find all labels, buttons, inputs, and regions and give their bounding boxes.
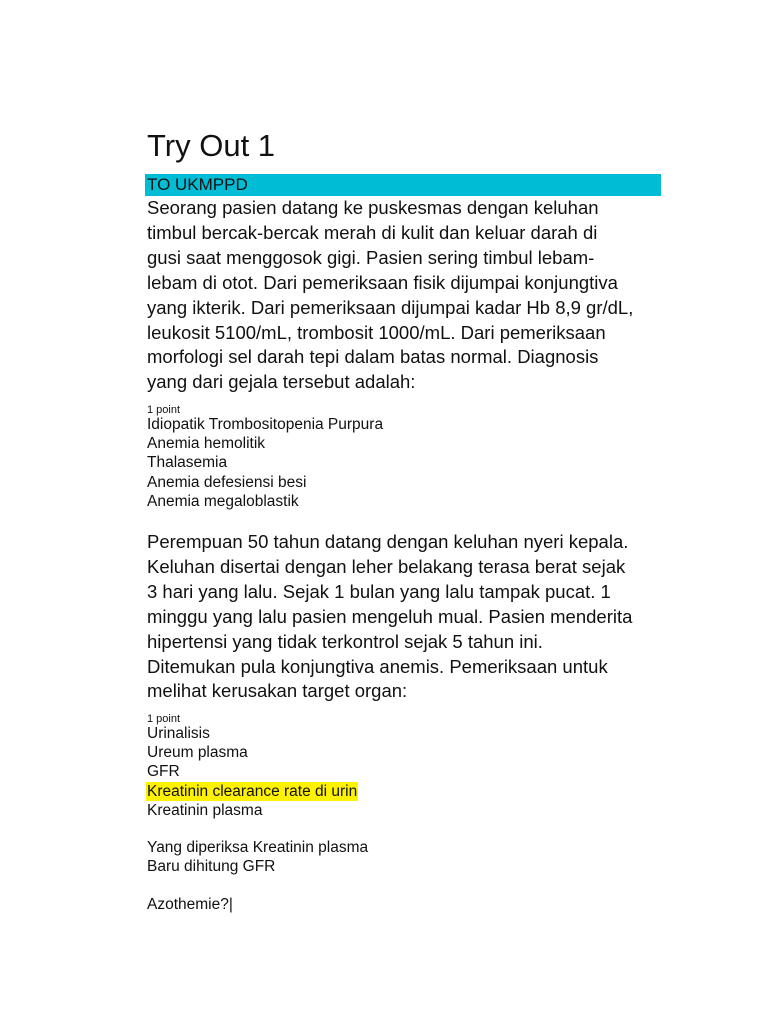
question-1-points: 1 point — [147, 404, 181, 416]
question-2-points: 1 point — [147, 713, 181, 725]
question-1-text — [147, 196, 667, 395]
question-line: leukosit 5100/mL, trombosit 1000/mL. Dari pemeriksaan — [147, 321, 606, 343]
question-line: yang ikterik. Dari pemeriksaan dijumpai kadar Hb 8,9 gr/dL, — [147, 296, 634, 318]
highlighted-answer: Kreatinin clearance rate di urin — [147, 782, 358, 800]
trailing-note: Azothemie?| — [147, 896, 233, 913]
question-line: Keluhan disertai dengan leher belakang terasa berat sejak — [147, 555, 626, 577]
answer-option: Anemia hemolitik — [147, 435, 266, 453]
question-1-options — [147, 415, 383, 511]
answer-option: Anemia defesiensi besi — [147, 473, 307, 491]
question-line: 3 hari yang lalu. Sejak 1 bulan yang lalu tampak pucat. 1 — [147, 580, 611, 602]
answer-option: Thalasemia — [147, 454, 228, 472]
question-line: hipertensi yang tidak terkontrol sejak 5 tahun ini. — [147, 630, 543, 652]
question-line: timbul bercak-bercak merah di kulit dan keluar darah di — [147, 221, 598, 243]
answer-option: Ureum plasma — [147, 744, 248, 762]
question-line: morfologi sel darah tepi dalam batas normal. Diagnosis — [147, 346, 599, 368]
notes — [147, 838, 368, 876]
question-line: minggu yang lalu pasien mengeluh mual. Pasien menderita — [147, 605, 633, 627]
question-line: melihat kerusakan target organ: — [147, 680, 408, 702]
page-title: Try Out 1 — [147, 128, 276, 163]
answer-option: GFR — [147, 763, 180, 781]
question-2-text — [147, 530, 667, 704]
question-line: Ditemukan pula konjungtiva anemis. Pemeriksaan untuk — [147, 655, 608, 677]
answer-option: Urinalisis — [147, 725, 210, 742]
answer-option: Kreatinin plasma — [147, 801, 263, 819]
answer-option-highlighted — [147, 782, 358, 801]
question-line: yang dari gejala tersebut adalah: — [147, 371, 416, 393]
question-line: lebam di otot. Dari pemeriksaan fisik dijumpai konjungtiva — [147, 271, 618, 293]
note-line: Baru dihitung GFR — [147, 858, 276, 876]
question-line: Seorang pasien datang ke puskesmas dengan keluhan — [147, 197, 599, 218]
question-line: gusi saat menggosok gigi. Pasien sering timbul lebam- — [147, 246, 595, 268]
answer-option: Idiopatik Trombositopenia Purpura — [147, 416, 384, 433]
note-line: Yang diperiksa Kreatinin plasma — [147, 839, 369, 856]
page-subtitle: TO UKMPPD — [147, 175, 248, 194]
answer-option: Anemia megaloblastik — [147, 492, 299, 510]
question-line: Perempuan 50 tahun datang dengan keluhan nyeri kepala. — [147, 531, 629, 552]
question-2-options — [147, 724, 358, 820]
